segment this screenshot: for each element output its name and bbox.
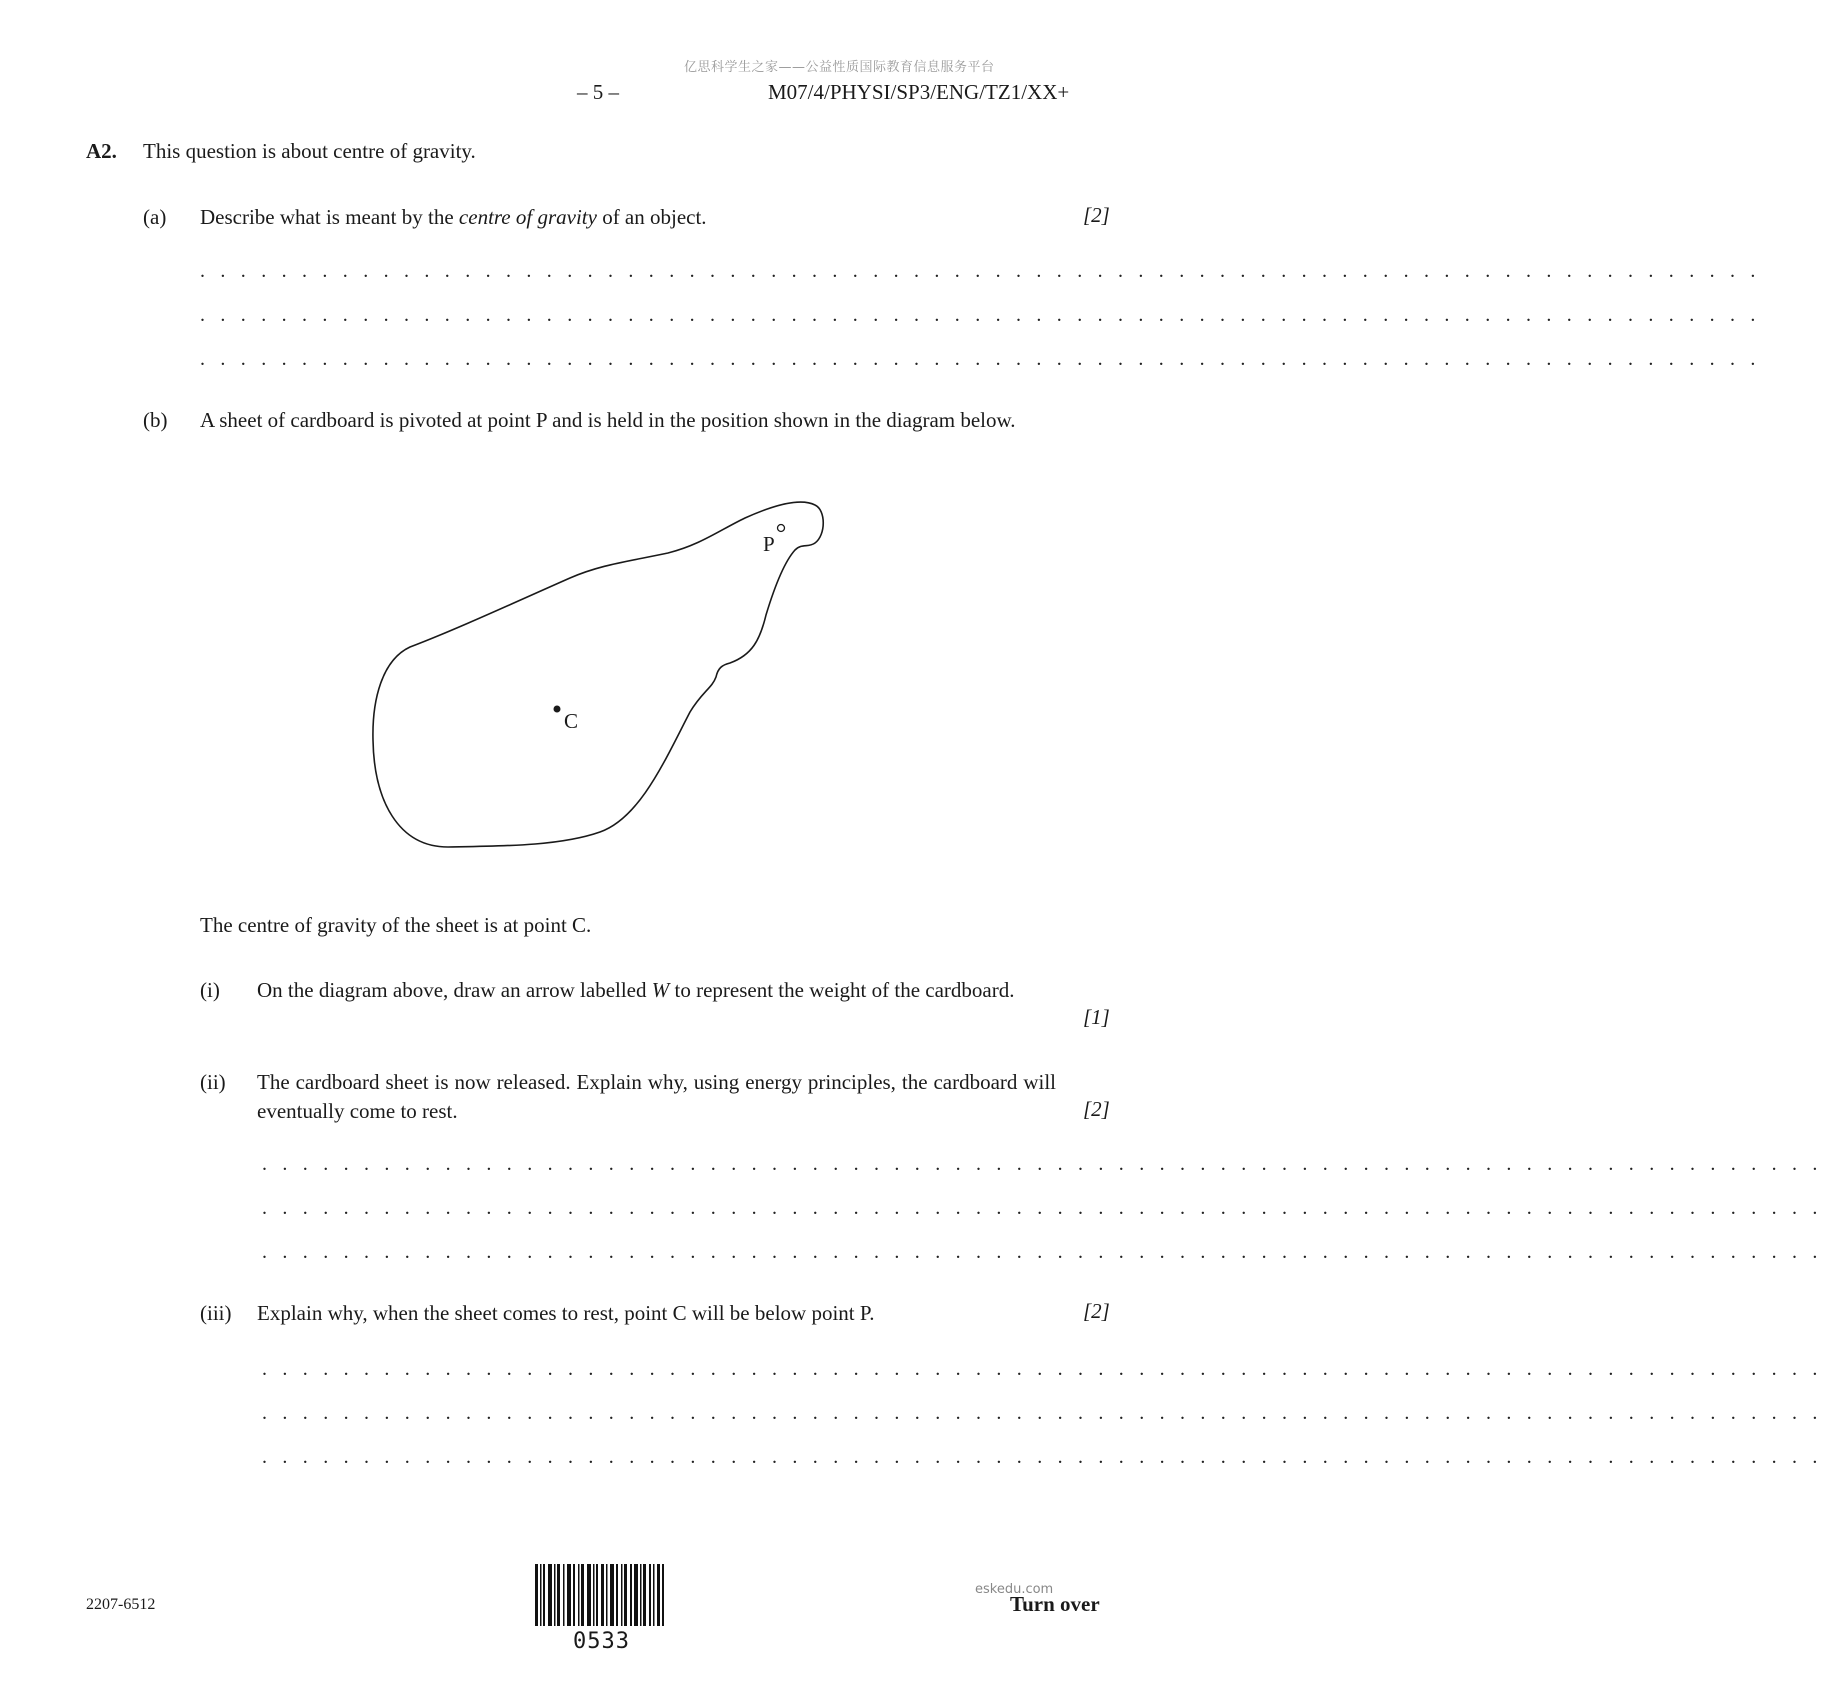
answer-line[interactable]: . . . . . . . . . . . . . . . . . . . . . . . . . . . . . . . . . . . . . . . . . . . . . . . . . . . . . . . . . . . . . . . . . . . . . . . . . . . . . — [200, 260, 1761, 282]
sub-i-text-start: On the diagram above, draw an arrow labelled — [257, 978, 652, 1002]
answer-line[interactable]: . . . . . . . . . . . . . . . . . . . . . . . . . . . . . . . . . . . . . . . . . . . . . . . . . . . . . . . . . . . . . . . . . . . . . . . . . . . . . — [200, 348, 1761, 370]
answer-line[interactable]: . . . . . . . . . . . . . . . . . . . . . . . . . . . . . . . . . . . . . . . . . . . . . . . . . . . . . . . . . . . . . . . . . . . . . . . . . . . . . — [262, 1197, 1823, 1219]
answer-line[interactable]: . . . . . . . . . . . . . . . . . . . . . . . . . . . . . . . . . . . . . . . . . . . . . . . . . . . . . . . . . . . . . . . . . . . . . . . . . . . . . — [262, 1446, 1823, 1468]
sub-i-text-end: to represent the weight of the cardboard. — [669, 978, 1015, 1002]
sub-i-symbol: W — [651, 978, 670, 1002]
part-b-label: (b) — [143, 408, 168, 432]
label-p: P — [763, 532, 775, 556]
page-number: – 5 – — [577, 80, 619, 104]
turn-over: Turn over — [1010, 1592, 1100, 1616]
sub-i-text — [257, 976, 1056, 1005]
barcode-number: 0533 — [573, 1629, 630, 1654]
footer-watermark: eskedu.com — [975, 1582, 1054, 1597]
cardboard-outline — [373, 502, 823, 847]
cg-statement: The centre of gravity of the sheet is at point C. — [200, 913, 592, 937]
pivot-p-marker — [778, 525, 785, 532]
sub-ii-text: The cardboard sheet is now released. Explain why, using energy principles, the cardboard will eventually come to rest. — [257, 1070, 1056, 1123]
sub-iii-marks: [2] — [1083, 1299, 1110, 1323]
part-a-term: centre of gravity — [458, 205, 597, 229]
part-b-text: A sheet of cardboard is pivoted at point P and is held in the position shown in the diagram below. — [200, 408, 1016, 432]
answer-line[interactable]: . . . . . . . . . . . . . . . . . . . . . . . . . . . . . . . . . . . . . . . . . . . . . . . . . . . . . . . . . . . . . . . . . . . . . . . . . . . . . — [262, 1241, 1823, 1263]
answer-line[interactable]: . . . . . . . . . . . . . . . . . . . . . . . . . . . . . . . . . . . . . . . . . . . . . . . . . . . . . . . . . . . . . . . . . . . . . . . . . . . . . — [262, 1402, 1823, 1424]
part-a-marks: [2] — [1083, 203, 1110, 227]
answer-line[interactable]: . . . . . . . . . . . . . . . . . . . . . . . . . . . . . . . . . . . . . . . . . . . . . . . . . . . . . . . . . . . . . . . . . . . . . . . . . . . . . — [262, 1358, 1823, 1380]
part-a-text-end: of an object. — [596, 205, 707, 229]
header-watermark: 亿思科学生之家——公益性质国际教育信息服务平台 — [684, 60, 995, 75]
paper-code: M07/4/PHYSI/SP3/ENG/TZ1/XX+ — [768, 80, 1070, 104]
footer-code: 2207-6512 — [86, 1596, 156, 1613]
part-a-label: (a) — [143, 205, 167, 229]
sub-ii-marks: [2] — [1083, 1097, 1110, 1121]
sub-i-label: (i) — [200, 978, 220, 1002]
sub-ii-label: (ii) — [200, 1070, 226, 1094]
sub-iii-text: Explain why, when the sheet comes to rest, point C will be below point P. — [257, 1301, 875, 1325]
answer-line[interactable]: . . . . . . . . . . . . . . . . . . . . . . . . . . . . . . . . . . . . . . . . . . . . . . . . . . . . . . . . . . . . . . . . . . . . . . . . . . . . . — [200, 304, 1761, 326]
question-intro: This question is about centre of gravity. — [143, 139, 476, 163]
centre-of-gravity-dot — [554, 706, 561, 713]
question-number: A2. — [86, 139, 117, 163]
sub-i-marks: [1] — [1083, 1005, 1110, 1029]
label-c: C — [564, 709, 579, 733]
barcode — [533, 1564, 667, 1628]
sub-iii-label: (iii) — [200, 1301, 232, 1325]
answer-line[interactable]: . . . . . . . . . . . . . . . . . . . . . . . . . . . . . . . . . . . . . . . . . . . . . . . . . . . . . . . . . . . . . . . . . . . . . . . . . . . . . — [262, 1153, 1823, 1175]
part-a-text-start: Describe what is meant by the — [200, 205, 459, 229]
